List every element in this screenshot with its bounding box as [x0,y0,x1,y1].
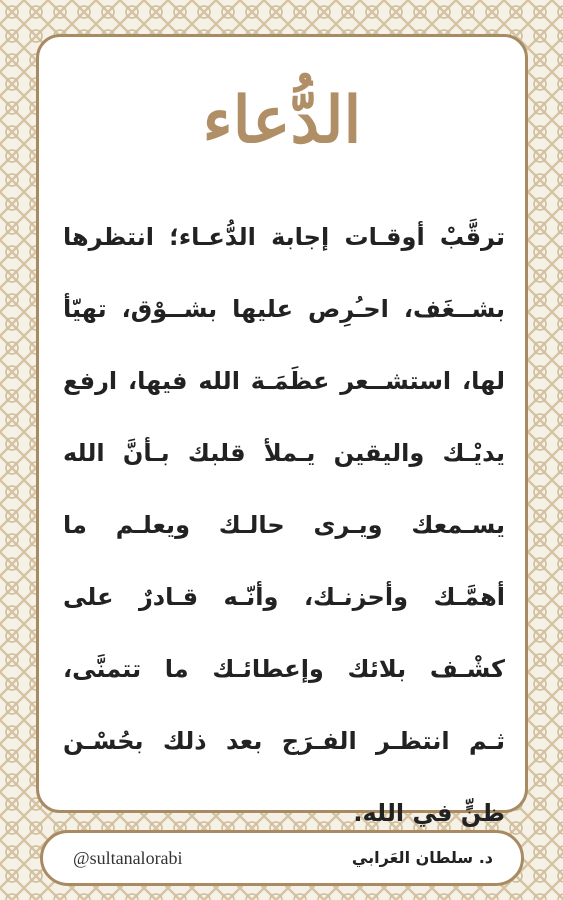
footer-bar [40,830,524,886]
body-line: ترقَّبْ أوقـات إجابة الدُّعـاء؛ انتظرها [63,223,505,251]
body-line: ظنٍّ في الله. [353,799,505,827]
body-line: كشْـف بلائك وإعطائـك ما تتمنَّى، [63,655,505,683]
body-line: لها، استشــعر عظَمَـة الله فيها، ارفع [63,367,505,395]
body-line: ثـم انتظـر الفـرَج بعد ذلك بحُسْـن [63,727,505,755]
page-title: الدُّعاء [202,83,362,158]
content-card [36,34,528,827]
body-line: أهمَّـك وأحزنـك، وأنّـه قـادرٌ على [63,583,505,611]
author-name: د. سلطان العَرابي [351,848,493,867]
body-line: يسـمعك ويـرى حالـك ويعلـم ما [63,511,505,539]
social-handle: @sultanalorabi [73,848,183,868]
body-line: يديْـك واليقين يـملأ قلبك بـأنَّ الله [63,439,505,467]
body-text [63,217,505,865]
body-line: بشــغَف، احـُرِص عليها بشــوْق، تهيّأ [63,295,505,323]
